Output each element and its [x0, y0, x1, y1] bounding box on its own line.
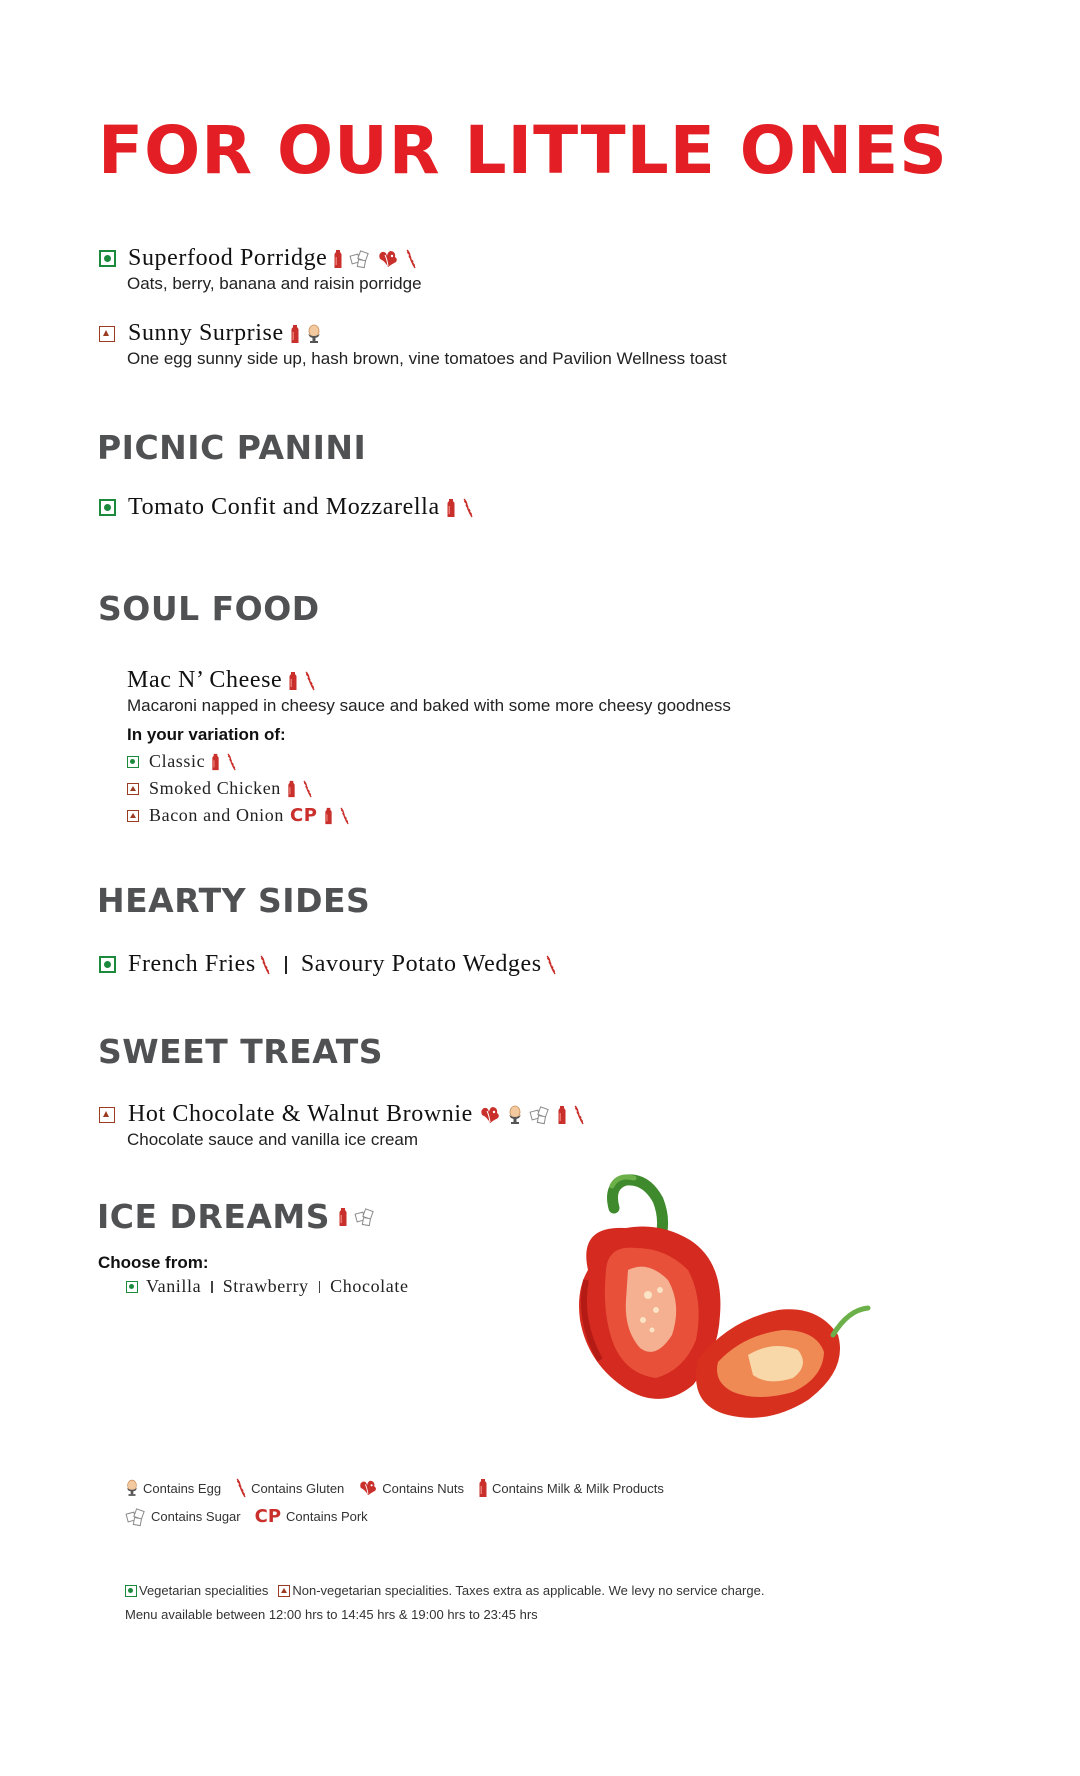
non-veg-icon [99, 326, 115, 342]
red-pepper-illustration [548, 1130, 878, 1460]
variation-classic [127, 751, 731, 772]
sugar-icon [125, 1507, 147, 1527]
non-veg-key-label: Non-vegetarian specialities. Taxes extra as applicable. We levy no service charge. [292, 1583, 765, 1598]
milk-icon [211, 753, 220, 771]
sugar-icon [529, 1105, 551, 1125]
sugar-icon [349, 249, 371, 269]
separator [319, 1281, 321, 1293]
variation-label: In your variation of: [127, 725, 286, 744]
legend-gluten: Contains Gluten [235, 1478, 344, 1498]
non-veg-icon [127, 810, 139, 822]
gluten-icon [573, 1105, 585, 1125]
choose-label: Choose from: [98, 1253, 209, 1272]
gluten-icon [339, 807, 350, 825]
milk-icon [287, 780, 296, 798]
ice-flavours [126, 1276, 409, 1297]
legend-milk: Contains Milk & Milk Products [478, 1478, 664, 1498]
gluten-icon [545, 955, 557, 975]
milk-icon [290, 324, 300, 344]
separator [211, 1281, 213, 1293]
milk-icon [338, 1207, 348, 1227]
section-title-sweet-treats: SWEET TREATS [98, 1032, 383, 1071]
flavour: Vanilla [146, 1276, 202, 1296]
milk-icon [324, 807, 333, 825]
gluten-icon [405, 249, 417, 269]
sunny-surprise-item [99, 320, 727, 369]
non-veg-icon [127, 783, 139, 795]
variation-name: Smoked Chicken [149, 778, 281, 798]
non-veg-icon [99, 1107, 115, 1123]
gluten-icon [302, 780, 313, 798]
variation-name: Bacon and Onion [149, 805, 284, 825]
item-name: Savoury Potato Wedges [300, 951, 542, 977]
allergen-legend-row2 [125, 1506, 382, 1527]
brownie-item [99, 1101, 585, 1150]
separator [285, 956, 287, 974]
veg-icon [99, 956, 116, 973]
item-description: Oats, berry, banana and raisin porridge [127, 274, 422, 293]
page-title: FOR OUR LITTLE ONES [98, 112, 948, 189]
section-title-ice-dreams: ICE DREAMS [97, 1197, 331, 1236]
sugar-icon [354, 1207, 376, 1227]
egg-icon [507, 1105, 523, 1125]
item-name: French Fries [128, 951, 256, 977]
gluten-icon [462, 498, 474, 518]
gluten-icon [259, 955, 271, 975]
section-title-picnic-panini: PICNIC PANINI [97, 428, 367, 467]
legend-pork: CP Contains Pork [254, 1506, 368, 1527]
veg-icon [126, 1281, 138, 1293]
mac-n-cheese-item [127, 667, 731, 826]
item-description: One egg sunny side up, hash brown, vine tomatoes and Pavilion Wellness toast [127, 349, 727, 368]
gluten-icon [235, 1478, 247, 1498]
variation-smoked-chicken [127, 778, 731, 799]
pork-cp-icon: CP [254, 1506, 282, 1527]
item-name: Mac N’ Cheese [127, 667, 283, 693]
hearty-sides-items [99, 951, 557, 978]
gluten-icon [226, 753, 237, 771]
nuts-icon [479, 1105, 501, 1125]
allergen-legend-row1 [125, 1478, 678, 1498]
veg-icon [99, 499, 116, 516]
variation-name: Classic [149, 751, 206, 771]
item-name: Sunny Surprise [128, 320, 284, 346]
non-veg-icon [278, 1585, 290, 1597]
veg-key-label: Vegetarian specialities [139, 1583, 269, 1598]
variation-bacon-onion [127, 805, 731, 826]
nuts-icon [358, 1479, 378, 1497]
item-name: Tomato Confit and Mozzarella [128, 494, 440, 520]
flavour: Strawberry [222, 1276, 309, 1296]
milk-icon [478, 1478, 488, 1498]
egg-icon [125, 1478, 139, 1498]
item-description: Macaroni napped in cheesy sauce and baked with some more cheesy goodness [127, 696, 731, 715]
legend-nuts: Contains Nuts [358, 1479, 464, 1497]
item-name: Superfood Porridge [128, 245, 328, 271]
veg-icon [99, 250, 116, 267]
flavour: Chocolate [330, 1276, 409, 1296]
diet-key [125, 1583, 764, 1598]
veg-icon [127, 756, 139, 768]
gluten-icon [304, 671, 316, 691]
item-name: Hot Chocolate & Walnut Brownie [128, 1101, 473, 1127]
milk-icon [288, 671, 298, 691]
tomato-confit-item [99, 494, 474, 521]
menu-hours: Menu available between 12:00 hrs to 14:45 hrs & 19:00 hrs to 23:45 hrs [125, 1607, 538, 1622]
legend-egg: Contains Egg [125, 1478, 221, 1498]
milk-icon [333, 249, 343, 269]
veg-icon [125, 1585, 137, 1597]
milk-icon [557, 1105, 567, 1125]
nuts-icon [377, 249, 399, 269]
legend-sugar: Contains Sugar [125, 1507, 241, 1527]
section-title-soul-food: SOUL FOOD [98, 589, 320, 628]
egg-icon [306, 324, 322, 344]
section-title-hearty-sides: HEARTY SIDES [97, 881, 371, 920]
ice-dreams-header [97, 1197, 376, 1236]
milk-icon [446, 498, 456, 518]
superfood-porridge-item [99, 245, 422, 294]
pork-cp-icon: CP [289, 805, 318, 826]
item-description: Chocolate sauce and vanilla ice cream [127, 1130, 419, 1149]
